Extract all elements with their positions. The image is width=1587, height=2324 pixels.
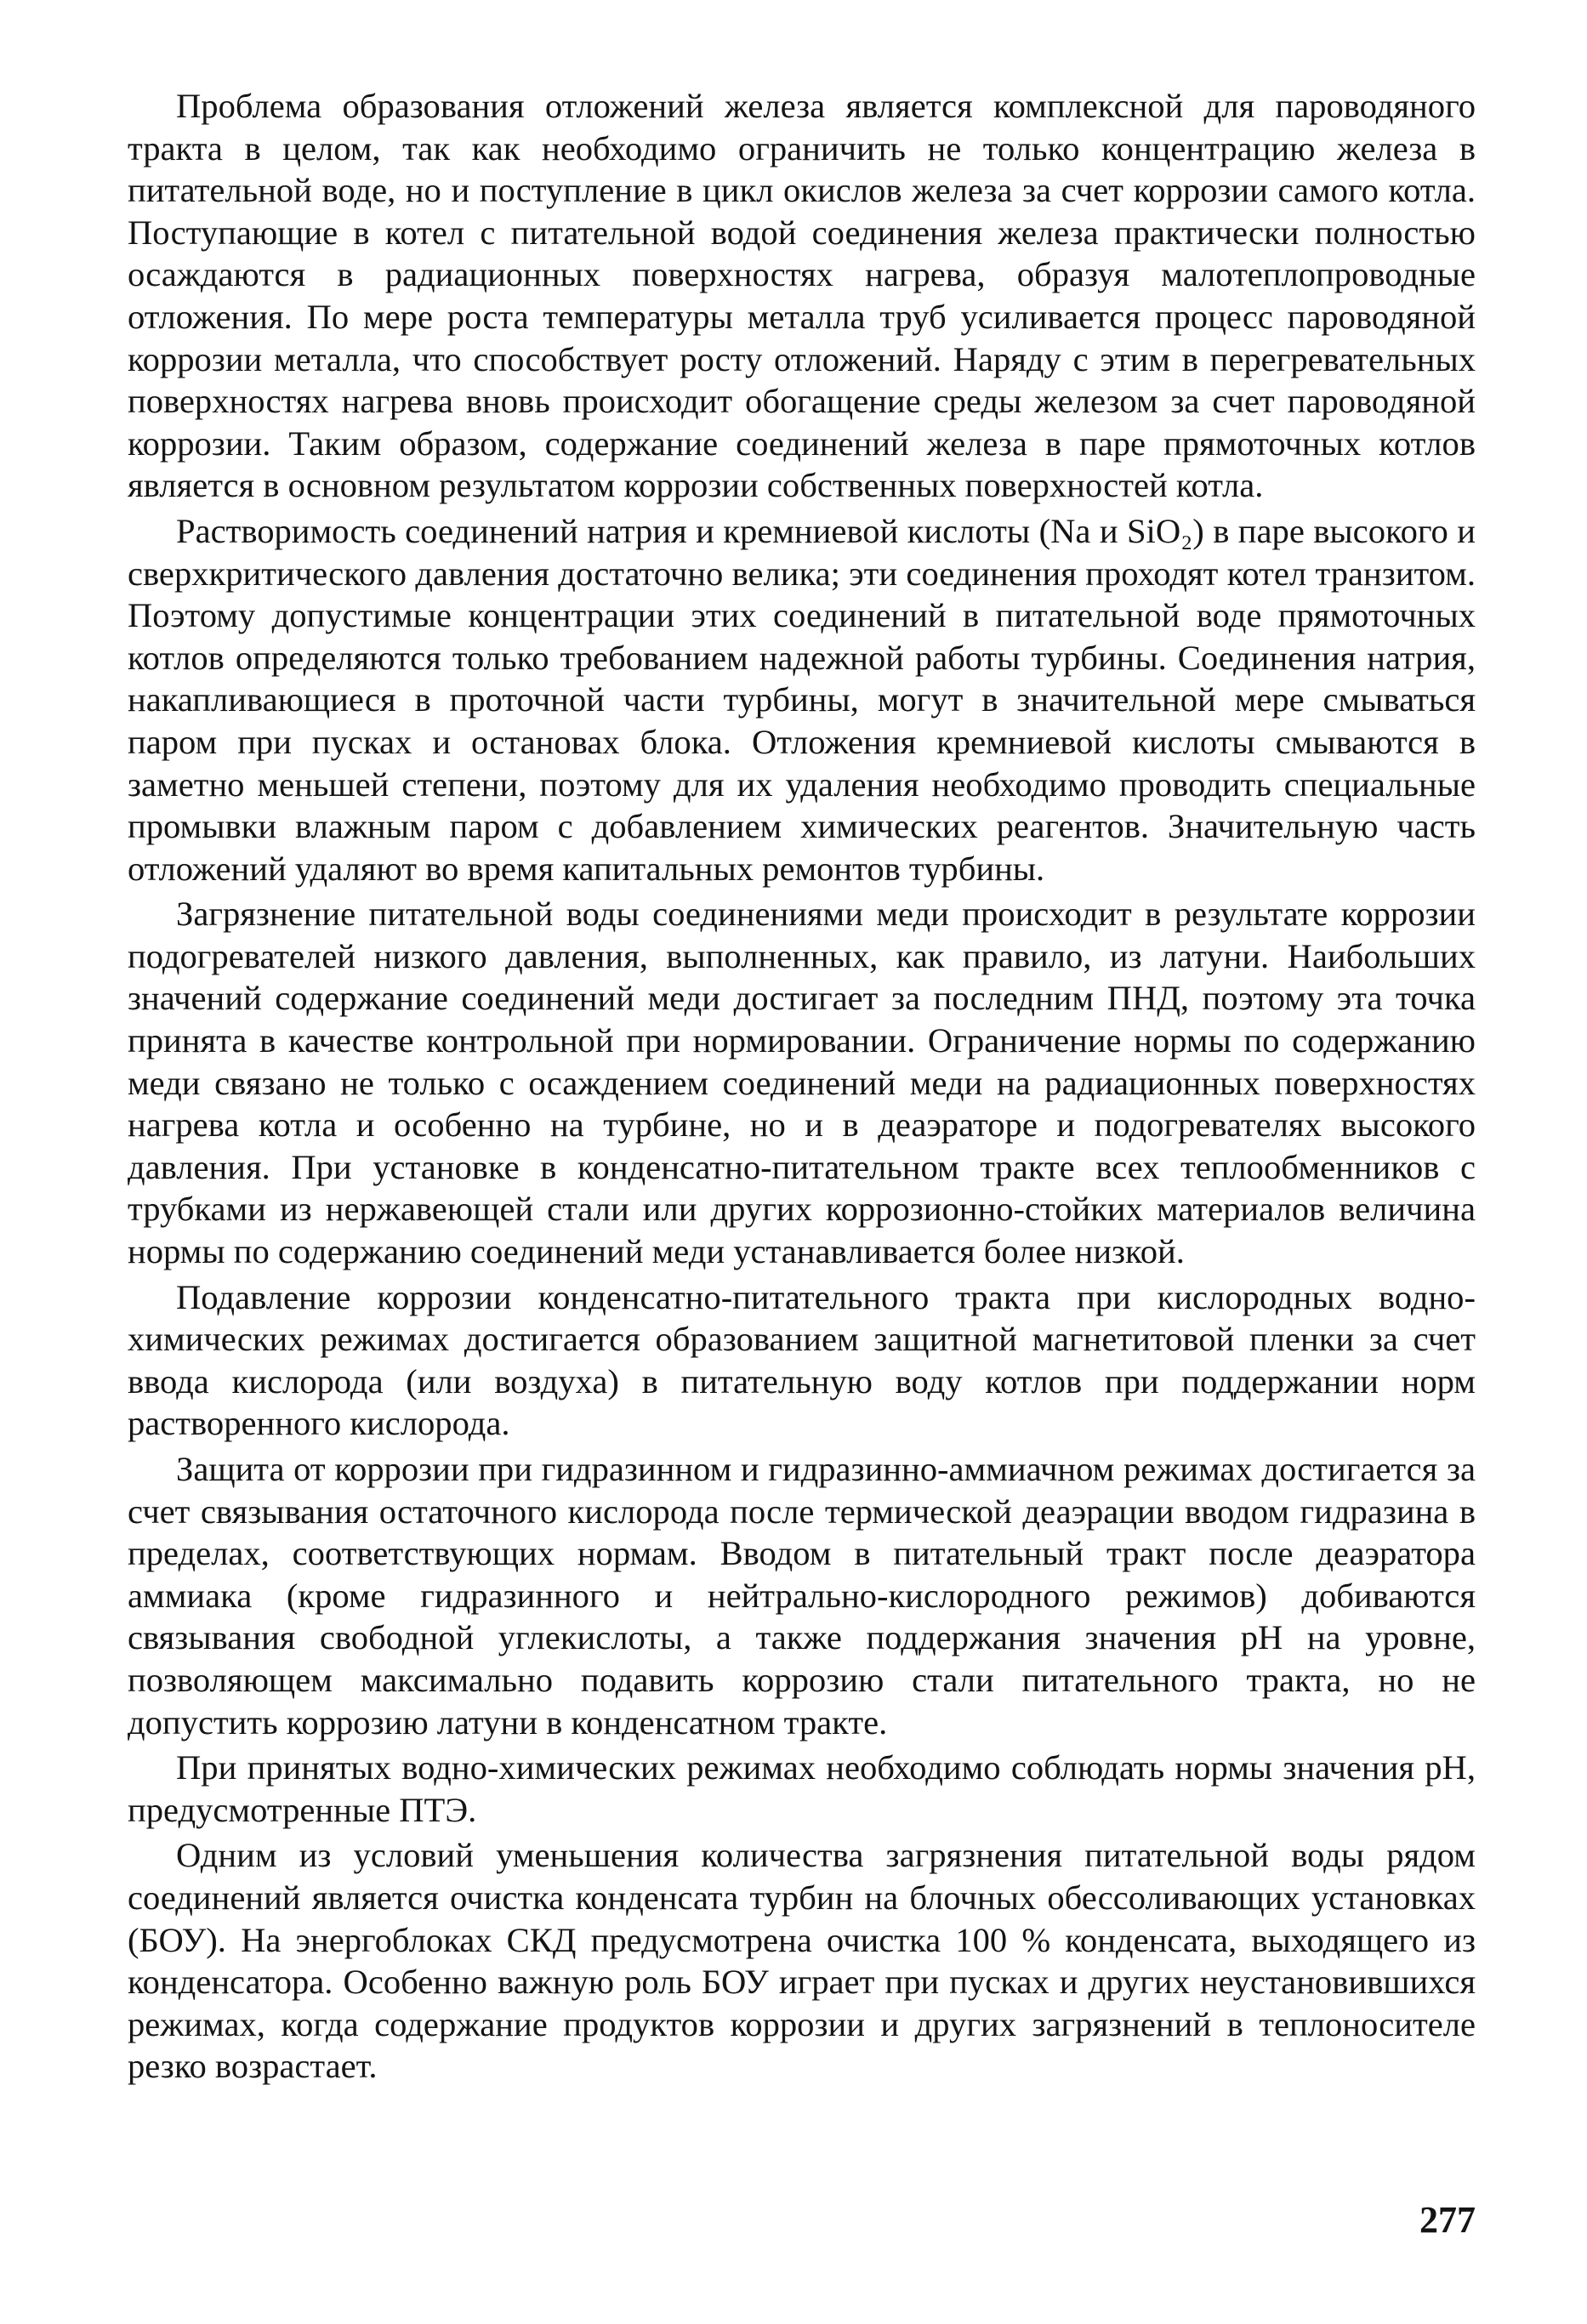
- paragraph-hydrazine-regime: Защита от коррозии при гидразинном и гидразинно-аммиачном режимах достигается за счет связывания остаточного кислорода после термической деаэрации вводом гидразина в пределах, соответствующих нормам. Вводом в питательный тракт после деаэратора аммиака (кроме гидразинного и нейтрально-кислородного режимов) добиваются связывания свободной углекислоты, а также поддержания значения pH на уровне, позволяющем максимально подавить коррозию стали питательного тракта, но не допустить коррозию латуни в конденсатном тракте.: [128, 1450, 1476, 1742]
- paragraph-sodium-silica: Растворимость соединений натрия и кремниевой кислоты (Na и SiO₂) в паре высокого и сверхкритического давления достаточно велика; эти соединения проходят котел транзитом. Поэтому допустимые концентрации этих соединений в питательной воде прямоточных котлов определяются только требованием надежной работы турбины. Соединения натрия, накапливающиеся в проточной части турбины, могут в значительной мере смываться паром при пусках и остановах блока. Отложения кремниевой кислоты смываются в заметно меньшей степени, поэтому для их удаления необходимо проводить специальные промывки влажным паром с добавлением химических реагентов. Значительную часть отложений удаляют во время капитальных ремонтов турбины.: [128, 511, 1476, 888]
- paragraph-condensate-cleaning: Одним из условий уменьшения количества загрязнения питательной воды рядом соединений является очистка конденсата турбин на блочных обессоливающих установках (БОУ). На энергоблоках СКД предусмотрена очистка 100 % конденсата, выходящего из конденсатора. Особенно важную роль БОУ играет при пусках и других неустановившихся режимах, когда содержание продуктов коррозии и других загрязнений в теплоносителе резко возрастает.: [128, 1836, 1476, 2086]
- paragraph-ph-norms: При принятых водно-химических режимах необходимо соблюдать нормы значения pH, предусмотренные ПТЭ.: [128, 1748, 1476, 1829]
- page-body: [128, 85, 1476, 2088]
- page-number: 277: [1419, 2199, 1476, 2241]
- paragraph-iron-deposits: Проблема образования отложений железа является комплексной для пароводяного тракта в целом, так как необходимо ограничить не только концентрацию железа в питательной воде, но и поступление в цикл окислов железа за счет коррозии самого котла. Поступающие в котел с питательной водой соединения железа практически полностью осаждаются в радиационных поверхностях нагрева, образуя малотеплопроводные отложения. По мере роста температуры металла труб усиливается процесс пароводяной коррозии металла, что способствует росту отложений. Наряду с этим в перегревательных поверхностях нагрева вновь происходит обогащение среды железом за счет пароводяной коррозии. Таким образом, содержание соединений железа в паре прямоточных котлов является в основном результатом коррозии собственных поверхностей котла.: [128, 87, 1476, 505]
- paragraph-copper: Загрязнение питательной воды соединениями меди происходит в результате коррозии подогревателей низкого давления, выполненных, как правило, из латуни. Наибольших значений содержание соединений меди достигает за последним ПНД, поэтому эта точка принята в качестве контрольной при нормировании. Ограничение нормы по содержанию меди связано не только с осаждением соединений меди на радиационных поверхностях нагрева котла и особенно на турбине, но и в деаэраторе и подогревателях высокого давления. При установке в конденсатно-питательном тракте всех теплообменников с трубками из нержавеющей стали или других коррозионно-стойких материалов величина нормы по содержанию соединений меди устанавливается более низкой.: [128, 895, 1476, 1271]
- paragraph-oxygen-regime: Подавление коррозии конденсатно-питательного тракта при кислородных водно-химических режимах достигается образованием защитной магнетитовой пленки за счет ввода кислорода (или воздуха) в питательную воду котлов при поддержании норм растворенного кислорода.: [128, 1277, 1476, 1443]
